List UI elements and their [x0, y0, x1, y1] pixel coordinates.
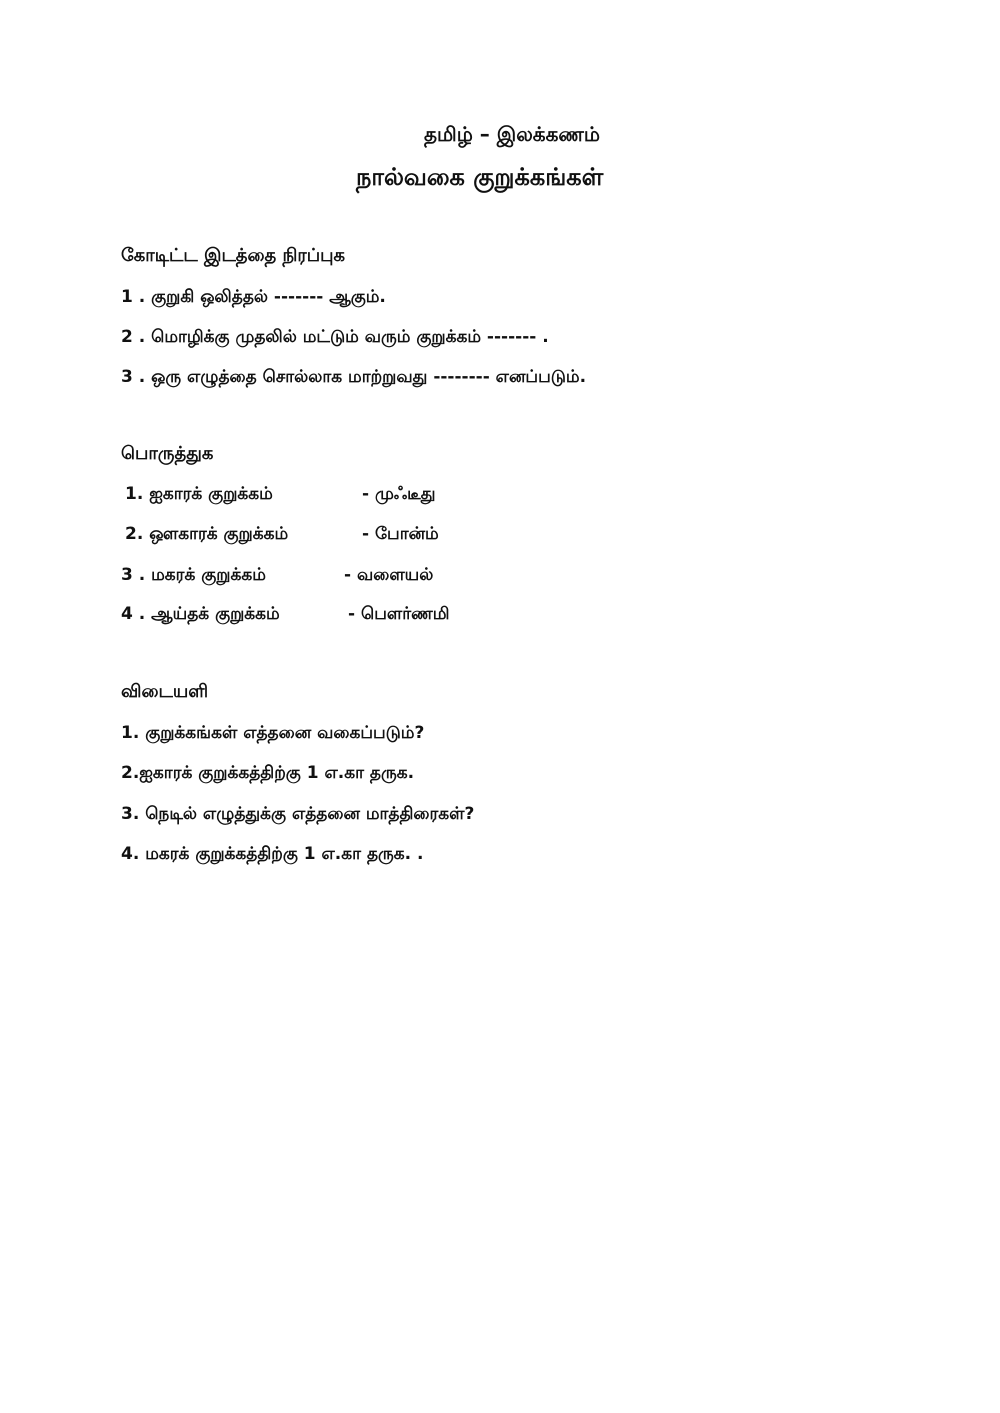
match-left-item: 2. ஔகாரக் குறுக்கம் — [125, 524, 289, 544]
match-heading: பொருத்துக — [121, 443, 214, 464]
match-left-item: 1. ஐகாரக் குறுக்கம் — [125, 484, 273, 504]
match-right-item: - வளையல் — [344, 565, 434, 585]
fill-blank-question: 1 . குறுகி ஒலித்தல் ------- ஆகும். — [121, 287, 386, 307]
match-left-item: 3 . மகரக் குறுக்கம் — [121, 565, 266, 585]
answer-question: 2.ஐகாரக் குறுக்கத்திற்கு 1 எ.கா தருக. — [121, 763, 415, 783]
match-right-item: - முஃடீது — [362, 484, 436, 504]
answer-question: 3. நெடில் எழுத்துக்கு எத்தனை மாத்திரைகள்? — [121, 804, 475, 824]
match-right-item: - போன்ம் — [362, 524, 439, 544]
answer-question: 4. மகரக் குறுக்கத்திற்கு 1 எ.கா தருக. . — [121, 844, 424, 864]
answer-question: 1. குறுக்கங்கள் எத்தனை வகைப்படும்? — [121, 723, 425, 743]
page-title: நால்வகை குறுக்கங்கள் — [356, 163, 604, 191]
fill-blank-question: 2 . மொழிக்கு முதலில் மட்டும் வரும் குறுக்கம் ------- . — [121, 327, 549, 347]
fill-blank-question: 3 . ஒரு எழுத்தை சொல்லாக மாற்றுவது -------- எனப்படும். — [121, 367, 587, 387]
match-right-item: - பௌர்ணமி — [348, 604, 450, 624]
subject-heading: தமிழ் – இலக்கணம் — [424, 122, 600, 146]
match-left-item: 4 . ஆய்தக் குறுக்கம் — [121, 604, 280, 624]
answer-heading: விடையளி — [121, 681, 209, 702]
fill-blanks-heading: கோடிட்ட இடத்தை நிரப்புக — [121, 245, 346, 266]
